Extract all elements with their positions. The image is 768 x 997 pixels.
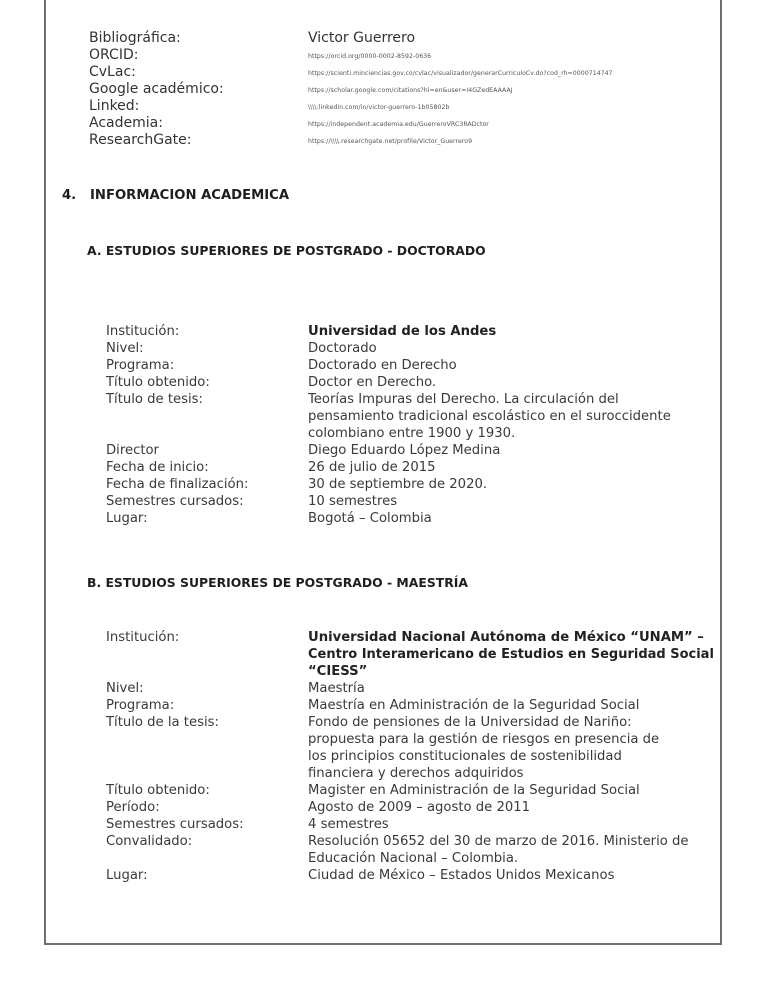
field-value: 4 semestres (308, 817, 389, 832)
field-value: Universidad Nacional Autónoma de México “UNAM” – (308, 630, 704, 645)
field-value: 30 de septiembre de 2020. (308, 477, 488, 492)
field-value: 26 de julio de 2015 (308, 460, 436, 475)
link-label-google: Google académico: (89, 81, 224, 97)
field-label: Fecha de inicio: (106, 460, 209, 475)
field-label: Lugar: (106, 868, 148, 883)
field-label: Título obtenido: (106, 783, 210, 798)
field-label: Semestres cursados: (106, 494, 244, 509)
field-label: Institución: (106, 630, 180, 645)
field-value: Ciudad de México – Estados Unidos Mexicanos (308, 868, 615, 883)
field-label: Nivel: (106, 681, 144, 696)
link-value-bibliografica: Victor Guerrero (308, 30, 416, 46)
field-value: Diego Eduardo López Medina (308, 443, 501, 458)
field-value: 10 semestres (308, 494, 398, 509)
field-label: Nivel: (106, 341, 144, 356)
field-label: Institución: (106, 324, 180, 339)
field-value: financiera y derechos adquiridos (308, 766, 524, 781)
field-value: Fondo de pensiones de la Universidad de Nariño: (308, 715, 632, 730)
link-academia[interactable]: https://independent.academia.edu/GuerreroVRC3RADctor (308, 121, 489, 128)
field-label: Título de tesis: (106, 392, 203, 407)
field-label: Fecha de finalización: (106, 477, 249, 492)
link-cvlac[interactable]: https://scienti.minciencias.gov.co/cvlac/visualizador/generarCurriculoCv.do?cod_rh=0000714747 (308, 70, 613, 77)
field-value: Centro Interamericano de Estudios en Seguridad Social (308, 647, 714, 662)
link-label-cvlac: CvLac: (89, 64, 136, 80)
field-value: Maestría (308, 681, 365, 696)
field-value: propuesta para la gestión de riesgos en presencia de (308, 732, 660, 747)
field-label: Programa: (106, 358, 175, 373)
field-value: Teorías Impuras del Derecho. La circulación del (308, 392, 619, 407)
maestria-heading: B. ESTUDIOS SUPERIORES DE POSTGRADO - MAESTRÍA (87, 575, 468, 590)
field-value: Doctor en Derecho. (308, 375, 437, 390)
section-title: INFORMACION ACADEMICA (90, 188, 290, 203)
field-value: pensamiento tradicional escolástico en el suroccidente (308, 409, 671, 424)
field-label: Semestres cursados: (106, 817, 244, 832)
link-label-researchgate: ResearchGate: (89, 132, 192, 148)
link-google-scholar[interactable]: https://scholar.google.com/citations?hl=en&user=I4GZedEAAAAJ (308, 87, 513, 94)
field-value: Magister en Administración de la Seguridad Social (308, 783, 640, 798)
link-orcid[interactable]: https://orcid.org/0000-0002-8592-0636 (308, 53, 432, 60)
link-researchgate[interactable]: https://\\\\.researchgate.net/profile/Victor_Guerrero9 (308, 138, 473, 145)
field-value: Doctorado en Derecho (308, 358, 457, 373)
field-label: Convalidado: (106, 834, 193, 849)
field-value: “CIESS” (308, 664, 368, 679)
field-label: Director (106, 443, 159, 458)
field-value: Resolución 05652 del 30 de marzo de 2016. Ministerio de (308, 834, 689, 849)
link-label-bibliografica: Bibliográfica: (89, 30, 181, 46)
field-label: Título obtenido: (106, 375, 210, 390)
field-value: colombiano entre 1900 y 1930. (308, 426, 516, 441)
field-value: Agosto de 2009 – agosto de 2011 (308, 800, 531, 815)
link-label-academia: Academia: (89, 115, 163, 131)
link-linkedin[interactable]: \\\\:linkedin.com/in/victor-guerrero-1b05802b (308, 104, 450, 111)
field-label: Programa: (106, 698, 175, 713)
field-value: Maestría en Administración de la Seguridad Social (308, 698, 640, 713)
field-value: Doctorado (308, 341, 377, 356)
link-label-linked: Linked: (89, 98, 140, 114)
field-label: Lugar: (106, 511, 148, 526)
field-value: los principios constitucionales de sostenibilidad (308, 749, 622, 764)
field-label: Título de la tesis: (106, 715, 219, 730)
field-value: Universidad de los Andes (308, 324, 497, 339)
field-value: Bogotá – Colombia (308, 511, 432, 526)
field-value: Educación Nacional – Colombia. (308, 851, 519, 866)
field-label: Período: (106, 800, 160, 815)
section-number: 4. (62, 188, 77, 203)
doctorado-heading: A. ESTUDIOS SUPERIORES DE POSTGRADO - DOCTORADO (87, 243, 486, 258)
link-label-orcid: ORCID: (89, 47, 139, 63)
